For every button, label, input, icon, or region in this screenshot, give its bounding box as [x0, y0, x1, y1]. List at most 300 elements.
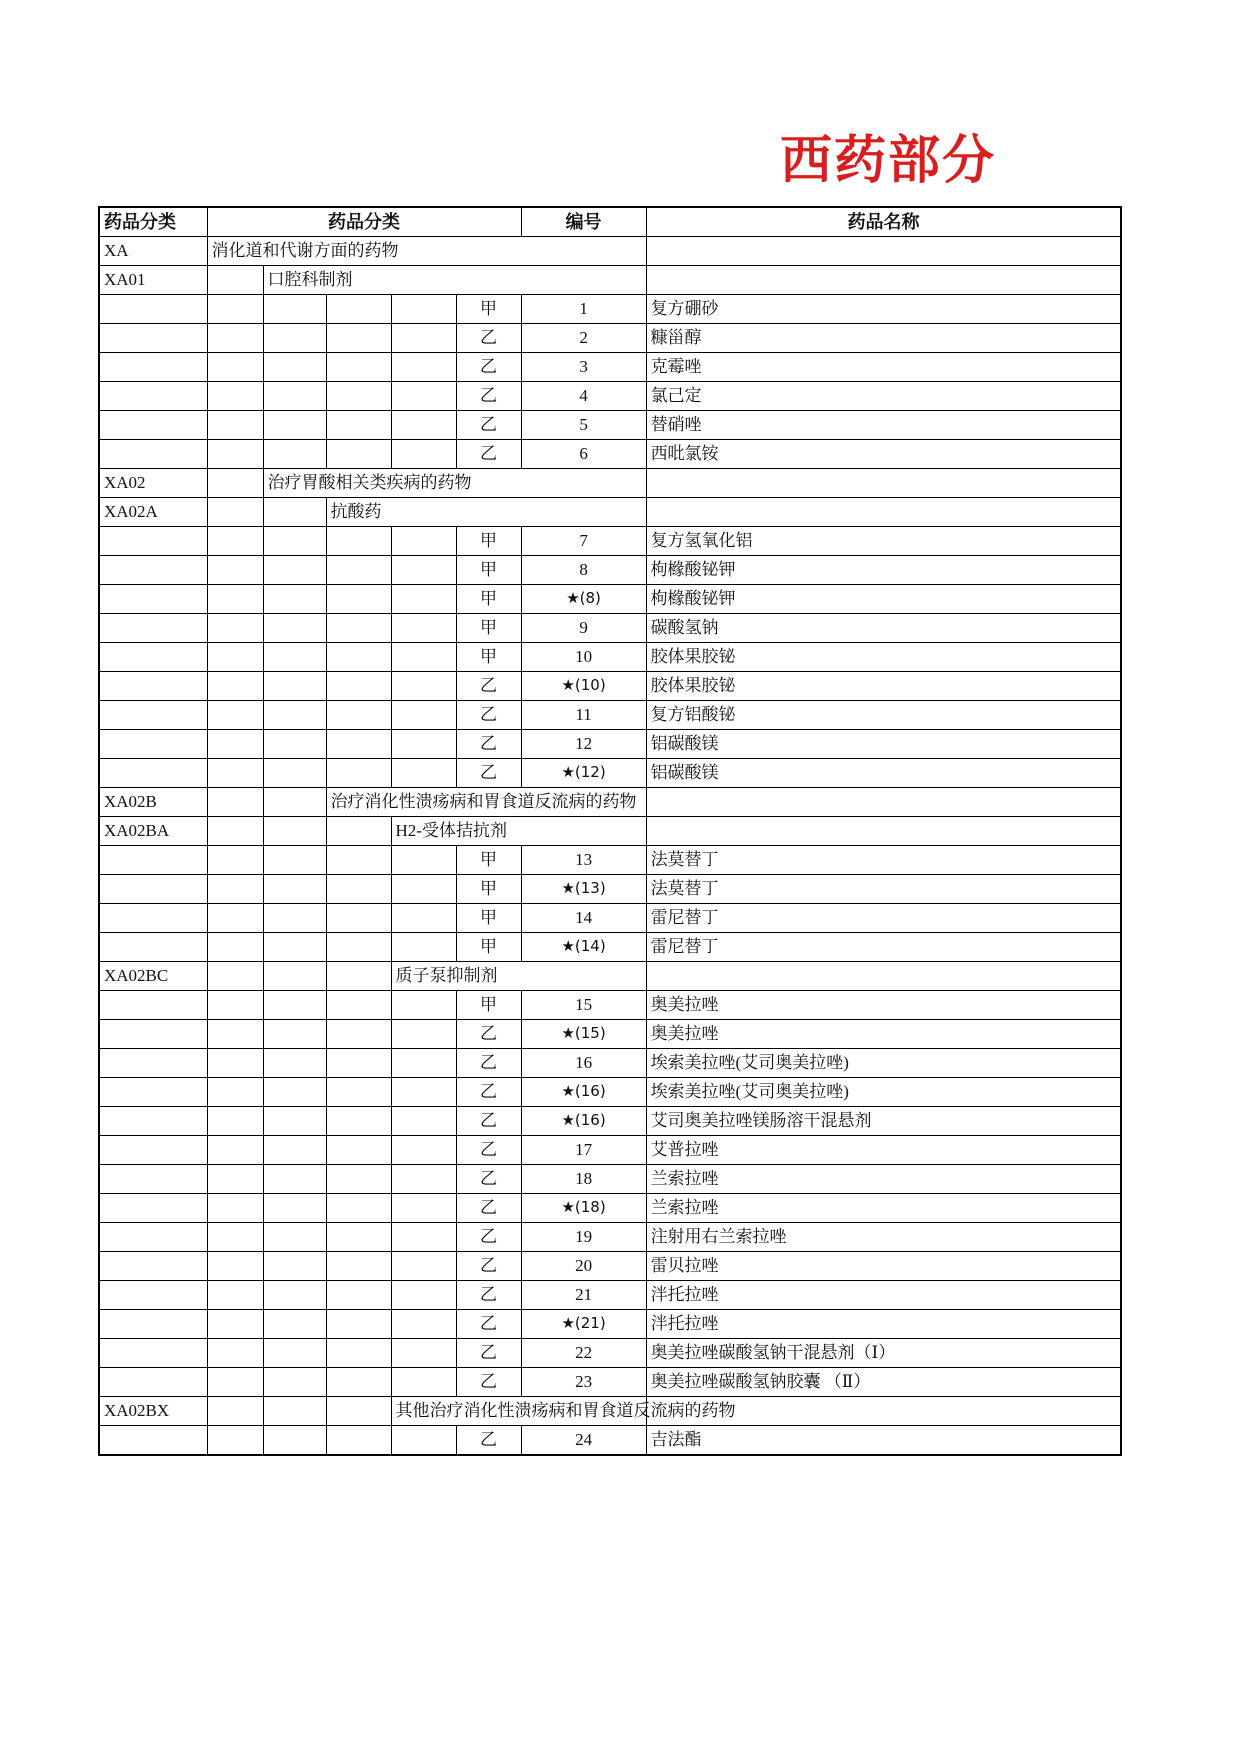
drug-row [99, 324, 1121, 353]
category-spacer-cell [207, 817, 263, 846]
drug-spacer-cell [391, 1078, 456, 1107]
drug-spacer-cell [207, 1165, 263, 1194]
drug-spacer-cell [326, 1339, 391, 1368]
drug-level: 甲 [456, 295, 521, 324]
drug-spacer-cell [207, 295, 263, 324]
drug-spacer-cell [391, 1020, 456, 1049]
drug-number: 17 [521, 1136, 646, 1165]
drug-number: ★(12) [521, 759, 646, 788]
category-code: XA02BA [99, 817, 207, 846]
drug-spacer-cell [207, 324, 263, 353]
drug-spacer-cell [207, 1107, 263, 1136]
drug-spacer-cell [391, 672, 456, 701]
drug-row [99, 1078, 1121, 1107]
drug-spacer-cell [391, 1339, 456, 1368]
drug-catalogue-table [98, 206, 1122, 1456]
drug-spacer-cell [207, 1426, 263, 1456]
drug-name: 胶体果胶铋 [646, 643, 1121, 672]
drug-spacer-cell [263, 1078, 326, 1107]
drug-spacer-cell [207, 1252, 263, 1281]
drug-spacer-cell [391, 846, 456, 875]
category-label: 消化道和代谢方面的药物 [207, 237, 646, 266]
drug-number: 9 [521, 614, 646, 643]
header-cell-category-code: 药品分类 [99, 207, 207, 237]
drug-level: 乙 [456, 440, 521, 469]
drug-spacer-cell [326, 411, 391, 440]
drug-spacer-cell [391, 1049, 456, 1078]
drug-spacer-cell [326, 730, 391, 759]
drug-row [99, 411, 1121, 440]
drug-spacer-cell [99, 295, 207, 324]
drug-name: 雷尼替丁 [646, 933, 1121, 962]
drug-spacer-cell [99, 1020, 207, 1049]
category-spacer-cell [207, 962, 263, 991]
drug-spacer-cell [326, 295, 391, 324]
category-code: XA02A [99, 498, 207, 527]
drug-number: 6 [521, 440, 646, 469]
drug-spacer-cell [207, 1339, 263, 1368]
drug-spacer-cell [263, 353, 326, 382]
drug-spacer-cell [391, 991, 456, 1020]
drug-spacer-cell [326, 440, 391, 469]
drug-level: 甲 [456, 933, 521, 962]
drug-spacer-cell [326, 643, 391, 672]
drug-spacer-cell [391, 1310, 456, 1339]
drug-level: 甲 [456, 614, 521, 643]
drug-name: 雷贝拉唑 [646, 1252, 1121, 1281]
drug-name: 克霉唑 [646, 353, 1121, 382]
drug-spacer-cell [391, 759, 456, 788]
drug-number: 22 [521, 1339, 646, 1368]
drug-spacer-cell [326, 585, 391, 614]
drug-spacer-cell [263, 1223, 326, 1252]
drug-name: 复方硼砂 [646, 295, 1121, 324]
drug-level: 甲 [456, 846, 521, 875]
drug-spacer-cell [263, 846, 326, 875]
drug-number: 24 [521, 1426, 646, 1456]
drug-level: 乙 [456, 759, 521, 788]
drug-spacer-cell [263, 1020, 326, 1049]
category-code: XA02B [99, 788, 207, 817]
category-code: XA02 [99, 469, 207, 498]
drug-name: 奥美拉唑 [646, 1020, 1121, 1049]
category-row [99, 266, 1121, 295]
drug-spacer-cell [263, 1368, 326, 1397]
drug-name: 注射用右兰索拉唑 [646, 1223, 1121, 1252]
drug-number: ★(16) [521, 1107, 646, 1136]
category-spacer-cell [207, 1397, 263, 1426]
drug-name: 艾普拉唑 [646, 1136, 1121, 1165]
drug-spacer-cell [391, 730, 456, 759]
drug-level: 乙 [456, 1049, 521, 1078]
drug-spacer-cell [263, 1165, 326, 1194]
drug-spacer-cell [263, 1252, 326, 1281]
drug-row [99, 1194, 1121, 1223]
drug-number: 13 [521, 846, 646, 875]
category-label: 治疗胃酸相关类疾病的药物 [263, 469, 646, 498]
drug-spacer-cell [99, 701, 207, 730]
drug-spacer-cell [391, 1368, 456, 1397]
drug-spacer-cell [99, 1368, 207, 1397]
drug-spacer-cell [263, 904, 326, 933]
drug-name: 艾司奥美拉唑镁肠溶干混悬剂 [646, 1107, 1121, 1136]
drug-level: 甲 [456, 585, 521, 614]
drug-spacer-cell [207, 1310, 263, 1339]
drug-spacer-cell [391, 1165, 456, 1194]
drug-row [99, 875, 1121, 904]
drug-row [99, 527, 1121, 556]
drug-spacer-cell [263, 556, 326, 585]
drug-spacer-cell [99, 440, 207, 469]
category-row [99, 498, 1121, 527]
category-spacer-cell [263, 962, 326, 991]
category-spacer-cell [207, 788, 263, 817]
drug-row [99, 904, 1121, 933]
drug-spacer-cell [99, 672, 207, 701]
drug-spacer-cell [391, 1136, 456, 1165]
drug-spacer-cell [326, 614, 391, 643]
drug-level: 乙 [456, 1194, 521, 1223]
drug-spacer-cell [263, 1194, 326, 1223]
drug-number: ★(14) [521, 933, 646, 962]
drug-spacer-cell [99, 614, 207, 643]
drug-spacer-cell [207, 440, 263, 469]
drug-level: 乙 [456, 701, 521, 730]
drug-row [99, 440, 1121, 469]
drug-spacer-cell [99, 759, 207, 788]
drug-spacer-cell [99, 1165, 207, 1194]
drug-name: 埃索美拉唑(艾司奥美拉唑) [646, 1078, 1121, 1107]
drug-number: 15 [521, 991, 646, 1020]
category-spacer-cell [263, 1397, 326, 1426]
drug-level: 乙 [456, 1165, 521, 1194]
drug-spacer-cell [326, 1078, 391, 1107]
drug-number: ★(13) [521, 875, 646, 904]
drug-spacer-cell [391, 556, 456, 585]
drug-spacer-cell [207, 846, 263, 875]
drug-row [99, 295, 1121, 324]
drug-number: 21 [521, 1281, 646, 1310]
drug-spacer-cell [391, 614, 456, 643]
category-row [99, 1397, 1121, 1426]
category-number-cell [646, 788, 1121, 817]
drug-spacer-cell [99, 1339, 207, 1368]
drug-row [99, 1107, 1121, 1136]
drug-spacer-cell [263, 730, 326, 759]
drug-name: 糠甾醇 [646, 324, 1121, 353]
drug-level: 乙 [456, 672, 521, 701]
drug-spacer-cell [263, 614, 326, 643]
category-row [99, 817, 1121, 846]
drug-spacer-cell [391, 585, 456, 614]
drug-spacer-cell [99, 846, 207, 875]
drug-number: 4 [521, 382, 646, 411]
drug-level: 乙 [456, 1078, 521, 1107]
drug-spacer-cell [263, 440, 326, 469]
drug-spacer-cell [326, 672, 391, 701]
drug-spacer-cell [391, 904, 456, 933]
drug-spacer-cell [99, 1136, 207, 1165]
drug-spacer-cell [207, 875, 263, 904]
drug-spacer-cell [263, 1310, 326, 1339]
drug-spacer-cell [263, 1281, 326, 1310]
drug-row [99, 730, 1121, 759]
drug-row [99, 672, 1121, 701]
drug-spacer-cell [263, 701, 326, 730]
drug-level: 乙 [456, 382, 521, 411]
drug-row [99, 1165, 1121, 1194]
drug-number: ★(10) [521, 672, 646, 701]
drug-spacer-cell [99, 1223, 207, 1252]
drug-spacer-cell [326, 324, 391, 353]
drug-spacer-cell [99, 991, 207, 1020]
drug-level: 乙 [456, 1136, 521, 1165]
category-row [99, 469, 1121, 498]
drug-spacer-cell [326, 382, 391, 411]
drug-row [99, 614, 1121, 643]
category-label: 口腔科制剂 [263, 266, 646, 295]
drug-number: 8 [521, 556, 646, 585]
drug-level: 乙 [456, 1107, 521, 1136]
drug-name: 雷尼替丁 [646, 904, 1121, 933]
drug-name: 碳酸氢钠 [646, 614, 1121, 643]
drug-spacer-cell [391, 1252, 456, 1281]
drug-spacer-cell [99, 1426, 207, 1456]
category-code: XA02BC [99, 962, 207, 991]
drug-name: 铝碳酸镁 [646, 730, 1121, 759]
drug-catalogue-sheet [98, 206, 1120, 1456]
drug-name: 替硝唑 [646, 411, 1121, 440]
drug-level: 甲 [456, 904, 521, 933]
drug-spacer-cell [263, 1426, 326, 1456]
drug-name: 埃索美拉唑(艾司奥美拉唑) [646, 1049, 1121, 1078]
drug-spacer-cell [99, 353, 207, 382]
drug-level: 乙 [456, 324, 521, 353]
drug-row [99, 556, 1121, 585]
drug-level: 乙 [456, 730, 521, 759]
drug-spacer-cell [263, 672, 326, 701]
category-label: 其他治疗消化性溃疡病和胃食道反流病的药物 [391, 1397, 646, 1426]
drug-level: 乙 [456, 1426, 521, 1456]
category-code: XA01 [99, 266, 207, 295]
drug-name: 法莫替丁 [646, 846, 1121, 875]
drug-level: 甲 [456, 556, 521, 585]
drug-level: 乙 [456, 353, 521, 382]
drug-spacer-cell [207, 614, 263, 643]
drug-number: 11 [521, 701, 646, 730]
category-code: XA [99, 237, 207, 266]
drug-row [99, 759, 1121, 788]
drug-spacer-cell [326, 556, 391, 585]
drug-spacer-cell [263, 295, 326, 324]
drug-number: 19 [521, 1223, 646, 1252]
category-label: 治疗消化性溃疡病和胃食道反流病的药物 [326, 788, 646, 817]
drug-spacer-cell [326, 1194, 391, 1223]
drug-spacer-cell [326, 1252, 391, 1281]
drug-number: 7 [521, 527, 646, 556]
drug-row [99, 991, 1121, 1020]
header-cell-number: 编号 [521, 207, 646, 237]
drug-number: 16 [521, 1049, 646, 1078]
drug-name: 铝碳酸镁 [646, 759, 1121, 788]
drug-spacer-cell [99, 1310, 207, 1339]
drug-row [99, 1339, 1121, 1368]
drug-name: 枸橼酸铋钾 [646, 556, 1121, 585]
drug-spacer-cell [326, 1165, 391, 1194]
drug-spacer-cell [99, 730, 207, 759]
drug-spacer-cell [263, 585, 326, 614]
drug-spacer-cell [391, 295, 456, 324]
drug-spacer-cell [391, 353, 456, 382]
drug-spacer-cell [326, 1368, 391, 1397]
header-cell-category-name: 药品分类 [207, 207, 521, 237]
category-code: XA02BX [99, 1397, 207, 1426]
drug-number: 3 [521, 353, 646, 382]
drug-spacer-cell [99, 556, 207, 585]
drug-row [99, 382, 1121, 411]
drug-name: 泮托拉唑 [646, 1281, 1121, 1310]
category-label: H2-受体拮抗剂 [391, 817, 646, 846]
drug-spacer-cell [207, 1136, 263, 1165]
drug-level: 甲 [456, 527, 521, 556]
drug-spacer-cell [207, 1020, 263, 1049]
drug-spacer-cell [99, 1252, 207, 1281]
drug-level: 乙 [456, 1020, 521, 1049]
drug-spacer-cell [391, 440, 456, 469]
drug-name: 复方铝酸铋 [646, 701, 1121, 730]
drug-spacer-cell [391, 875, 456, 904]
category-spacer-cell [263, 498, 326, 527]
drug-number: 20 [521, 1252, 646, 1281]
category-spacer-cell [207, 498, 263, 527]
drug-spacer-cell [207, 701, 263, 730]
drug-spacer-cell [99, 643, 207, 672]
drug-level: 乙 [456, 1281, 521, 1310]
category-number-cell [646, 498, 1121, 527]
drug-level: 乙 [456, 411, 521, 440]
page-title: 西药部分 [780, 133, 997, 190]
drug-spacer-cell [391, 1107, 456, 1136]
category-label: 质子泵抑制剂 [391, 962, 646, 991]
drug-row [99, 1223, 1121, 1252]
drug-level: 乙 [456, 1252, 521, 1281]
drug-spacer-cell [99, 1049, 207, 1078]
drug-spacer-cell [326, 846, 391, 875]
drug-spacer-cell [326, 701, 391, 730]
drug-spacer-cell [326, 933, 391, 962]
drug-spacer-cell [207, 527, 263, 556]
drug-spacer-cell [263, 643, 326, 672]
drug-number: 5 [521, 411, 646, 440]
drug-level: 乙 [456, 1339, 521, 1368]
drug-spacer-cell [99, 1281, 207, 1310]
drug-spacer-cell [207, 1194, 263, 1223]
drug-spacer-cell [391, 527, 456, 556]
drug-name: 奥美拉唑碳酸氢钠胶囊 （Ⅱ） [646, 1368, 1121, 1397]
drug-row [99, 1426, 1121, 1456]
drug-number: ★(8) [521, 585, 646, 614]
drug-level: 甲 [456, 991, 521, 1020]
drug-spacer-cell [99, 324, 207, 353]
drug-spacer-cell [263, 1136, 326, 1165]
drug-spacer-cell [207, 904, 263, 933]
drug-spacer-cell [263, 324, 326, 353]
drug-name: 复方氢氧化铝 [646, 527, 1121, 556]
drug-number: ★(15) [521, 1020, 646, 1049]
drug-number: ★(21) [521, 1310, 646, 1339]
drug-name: 泮托拉唑 [646, 1310, 1121, 1339]
drug-spacer-cell [326, 1020, 391, 1049]
drug-name: 胶体果胶铋 [646, 672, 1121, 701]
drug-row [99, 353, 1121, 382]
drug-name: 兰索拉唑 [646, 1194, 1121, 1223]
category-number-cell [646, 962, 1121, 991]
category-number-cell [646, 469, 1121, 498]
drug-level: 甲 [456, 875, 521, 904]
drug-spacer-cell [391, 643, 456, 672]
drug-spacer-cell [263, 1049, 326, 1078]
drug-spacer-cell [326, 1310, 391, 1339]
drug-number: ★(16) [521, 1078, 646, 1107]
category-spacer-cell [263, 817, 326, 846]
drug-spacer-cell [326, 1136, 391, 1165]
drug-number: ★(18) [521, 1194, 646, 1223]
drug-number: 18 [521, 1165, 646, 1194]
drug-spacer-cell [326, 875, 391, 904]
drug-row [99, 1049, 1121, 1078]
drug-spacer-cell [99, 411, 207, 440]
drug-name: 吉法酯 [646, 1426, 1121, 1456]
drug-level: 乙 [456, 1368, 521, 1397]
drug-spacer-cell [326, 904, 391, 933]
drug-row [99, 1281, 1121, 1310]
drug-spacer-cell [99, 1078, 207, 1107]
drug-spacer-cell [326, 991, 391, 1020]
drug-spacer-cell [326, 1049, 391, 1078]
drug-spacer-cell [391, 382, 456, 411]
drug-spacer-cell [326, 527, 391, 556]
drug-number: 12 [521, 730, 646, 759]
drug-spacer-cell [391, 1194, 456, 1223]
category-spacer-cell [326, 962, 391, 991]
drug-row [99, 1020, 1121, 1049]
drug-spacer-cell [207, 1281, 263, 1310]
drug-spacer-cell [263, 875, 326, 904]
category-number-cell [646, 817, 1121, 846]
drug-spacer-cell [391, 1281, 456, 1310]
category-spacer-cell [326, 817, 391, 846]
drug-row [99, 846, 1121, 875]
drug-spacer-cell [263, 1107, 326, 1136]
category-spacer-cell [326, 1397, 391, 1426]
drug-spacer-cell [207, 382, 263, 411]
drug-spacer-cell [391, 933, 456, 962]
drug-number: 10 [521, 643, 646, 672]
drug-number: 23 [521, 1368, 646, 1397]
category-number-cell [646, 266, 1121, 295]
drug-spacer-cell [326, 759, 391, 788]
table-body [99, 207, 1121, 1455]
drug-spacer-cell [207, 933, 263, 962]
header-cell-drug-name: 药品名称 [646, 207, 1121, 237]
drug-spacer-cell [99, 527, 207, 556]
drug-spacer-cell [263, 759, 326, 788]
category-row [99, 237, 1121, 266]
drug-row [99, 933, 1121, 962]
drug-level: 乙 [456, 1310, 521, 1339]
drug-spacer-cell [99, 382, 207, 411]
drug-number: 2 [521, 324, 646, 353]
